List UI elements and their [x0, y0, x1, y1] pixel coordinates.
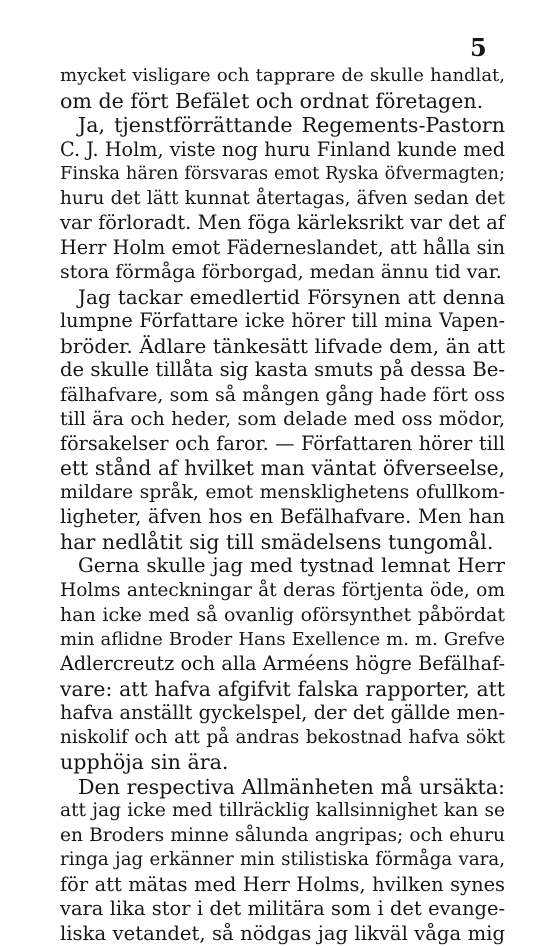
- text-line: ringa jag erkänner min stilistiska förmåga vara,: [60, 848, 505, 873]
- text-line: lumpne Författare icke hörer till mina Vapen-: [60, 309, 505, 334]
- text-line: att jag icke med tillräcklig kallsinnighet kan se: [60, 799, 505, 824]
- text-line: Adlercreutz och alla Arméens högre Befälhaf-: [60, 652, 505, 677]
- text-line: Holms anteckningar åt deras förtjenta öde, om: [60, 579, 505, 604]
- text-line: niskolif och att på andras bekostnad hafva sökt: [60, 726, 505, 751]
- text-line: var förloradt. Men föga kärleksrikt var det af: [60, 211, 505, 236]
- text-line: ett stånd af hvilket man väntat öfverseelse,: [60, 456, 505, 481]
- text-line: Den respectiva Allmänheten må ursäkta:: [60, 775, 505, 800]
- text-line: stora förmåga förborgad, medan ännu tid var.: [60, 260, 505, 285]
- text-line: vara lika stor i det militära som i det evange-: [60, 897, 505, 922]
- text-line: för att mätas med Herr Holms, hvilken synes: [60, 873, 505, 898]
- text-line: vare: att hafva afgifvit falska rapporter, att: [60, 677, 505, 702]
- text-line: mildare språk, emot mensklighetens ofullkom-: [60, 481, 505, 506]
- text-line: Herr Holm emot Fäderneslandet, att hålla sin: [60, 236, 505, 261]
- text-line: min aflidne Broder Hans Exellence m. m. Grefve: [60, 628, 505, 653]
- text-line: mycket visligare och tapprare de skulle handlat,: [60, 64, 505, 89]
- text-line: Finska hären försvaras emot Ryska öfvermagten;: [60, 162, 505, 187]
- text-line: en Broders minne sålunda angripas; och ehuru: [60, 824, 505, 849]
- text-line: liska vetandet, så nödgas jag likväl våga mig: [60, 922, 505, 946]
- text-line: om de fört Befälet och ordnat företagen.: [60, 89, 505, 114]
- text-line: Gerna skulle jag med tystnad lemnat Herr: [60, 554, 505, 579]
- text-line: upphöja sin ära.: [60, 750, 505, 775]
- text-line: huru det lätt kunnat återtagas, äfven sedan det: [60, 187, 505, 212]
- text-line: ligheter, äfven hos en Befälhafvare. Men han: [60, 505, 505, 530]
- text-line: C. J. Holm, viste nog huru Finland kunde med: [60, 138, 505, 163]
- text-line: Ja, tjenstförrättande Regements-Pastorn: [60, 113, 505, 138]
- text-line: fälhafvare, som så mången gång hade fört oss: [60, 383, 505, 408]
- text-line: till ära och heder, som delade med oss mödor,: [60, 407, 505, 432]
- body-text: [60, 64, 505, 946]
- text-line: har nedlåtit sig till smädelsens tungomål.: [60, 530, 505, 555]
- text-line: de skulle tillåta sig kasta smuts på dessa Be-: [60, 358, 505, 383]
- text-line: Jag tackar emedlertid Försynen att denna: [60, 285, 505, 310]
- page-number: 5: [470, 34, 487, 62]
- text-line: han icke med så ovanlig oförsynthet påbördat: [60, 603, 505, 628]
- text-line: hafva anställt gyckelspel, der det gällde men-: [60, 701, 505, 726]
- text-line: bröder. Ädlare tänkesätt lifvade dem, än att: [60, 334, 505, 359]
- text-line: försakelser och faror. — Författaren hörer till: [60, 432, 505, 457]
